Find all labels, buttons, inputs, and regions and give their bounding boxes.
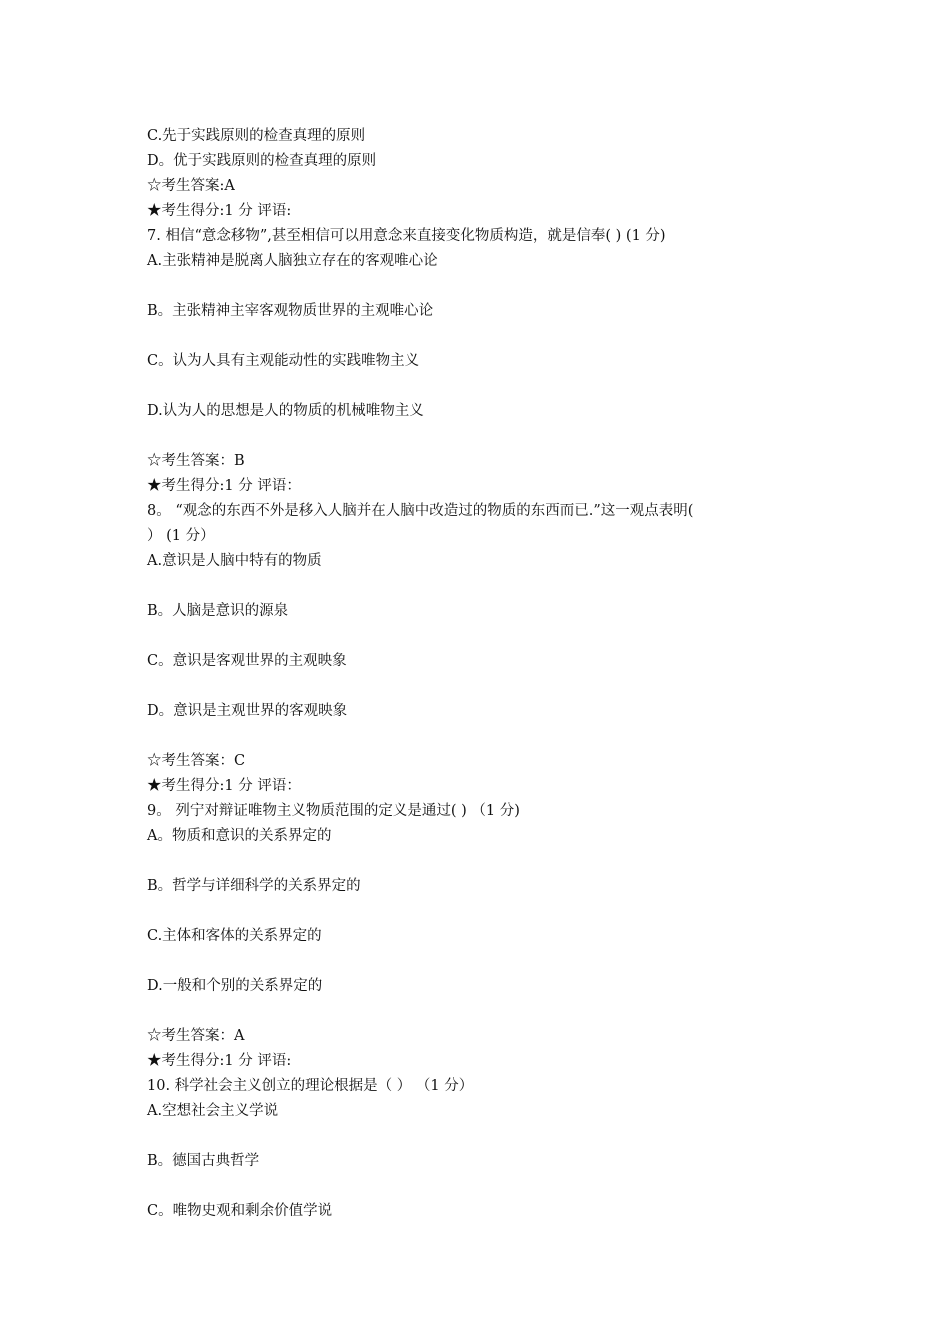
option-d-q6: D。优于实践原则的检查真理的原则 — [147, 153, 377, 169]
score-q8: ★考生得分:1 分 评语： — [147, 778, 301, 794]
blank-line — [147, 324, 827, 349]
option-d-q7: D.认为人的思想是人的物质的机械唯物主义 — [147, 403, 424, 419]
answer-q6: ☆考生答案:A — [147, 178, 235, 194]
blank-line — [147, 424, 827, 449]
option-c-q8: C。意识是客观世界的主观映象 — [147, 653, 347, 669]
answer-q7: ☆考生答案：B — [147, 453, 245, 469]
blank-line — [147, 1174, 827, 1199]
question-8: 8。 “观念的东西不外是移入人脑并在人脑中改造过的物质的东西而已.”这一观点表明( — [147, 503, 694, 519]
question-9: 9。 列宁对辩证唯物主义物质范围的定义是通过( ) （1 分) — [147, 803, 520, 819]
option-b-q7: B。主张精神主宰客观物质世界的主观唯心论 — [147, 303, 434, 319]
option-c-q7: C。认为人具有主观能动性的实践唯物主义 — [147, 353, 420, 369]
option-c-q9: C.主体和客体的关系界定的 — [147, 928, 322, 944]
question-7: 7. 相信“意念移物”,甚至相信可以用意念来直接变化物质构造，就是信奉( ) (1 分) — [147, 228, 666, 244]
option-a-q10: A.空想社会主义学说 — [147, 1103, 279, 1119]
option-b-q9: B。哲学与详细科学的关系界定的 — [147, 878, 361, 894]
blank-line — [147, 949, 827, 974]
option-a-q9: A。物质和意识的关系界定的 — [147, 828, 332, 844]
option-c-q10: C。唯物史观和剩余价值学说 — [147, 1203, 333, 1219]
blank-line — [147, 999, 827, 1024]
blank-line — [147, 724, 827, 749]
option-b-q10: B。德国古典哲学 — [147, 1153, 260, 1169]
answer-q8: ☆考生答案：C — [147, 753, 246, 769]
blank-line — [147, 374, 827, 399]
score-q7: ★考生得分:1 分 评语： — [147, 478, 301, 494]
score-q6: ★考生得分:1 分 评语: — [147, 203, 292, 219]
option-b-q8: B。人脑是意识的源泉 — [147, 603, 289, 619]
question-10: 10. 科学社会主义创立的理论根据是（ ） （1 分） — [147, 1078, 474, 1094]
blank-line — [147, 1124, 827, 1149]
question-8-cont: ） (1 分） — [147, 528, 215, 544]
option-a-q8: A.意识是人脑中特有的物质 — [147, 553, 322, 569]
option-d-q8: D。意识是主观世界的客观映象 — [147, 703, 348, 719]
option-a-q7: A.主张精神是脱离人脑独立存在的客观唯心论 — [147, 253, 438, 269]
option-d-q9: D.一般和个别的关系界定的 — [147, 978, 323, 994]
blank-line — [147, 849, 827, 874]
blank-line — [147, 274, 827, 299]
blank-line — [147, 899, 827, 924]
document-page — [147, 124, 827, 1224]
blank-line — [147, 624, 827, 649]
answer-q9: ☆考生答案：A — [147, 1028, 245, 1044]
option-c-q6: C.先于实践原则的检查真理的原则 — [147, 128, 366, 144]
blank-line — [147, 674, 827, 699]
blank-line — [147, 574, 827, 599]
score-q9: ★考生得分:1 分 评语: — [147, 1053, 292, 1069]
